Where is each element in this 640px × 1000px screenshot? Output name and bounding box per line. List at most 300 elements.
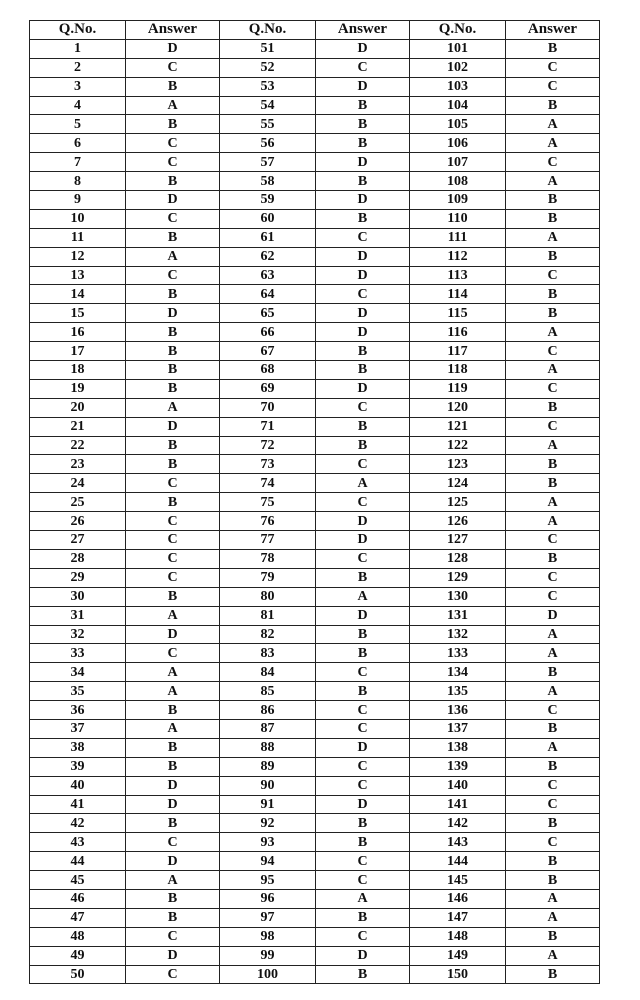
- answer-cell: D: [126, 852, 220, 871]
- answer-cell: B: [316, 361, 410, 380]
- answer-cell: B: [126, 814, 220, 833]
- question-number-cell: 147: [410, 908, 506, 927]
- answer-cell: A: [506, 644, 600, 663]
- answer-cell: C: [316, 58, 410, 77]
- question-number-cell: 52: [220, 58, 316, 77]
- question-number-cell: 68: [220, 361, 316, 380]
- question-number-cell: 39: [30, 757, 126, 776]
- answer-cell: D: [506, 606, 600, 625]
- answer-cell: B: [316, 908, 410, 927]
- answer-cell: D: [316, 606, 410, 625]
- question-number-cell: 119: [410, 379, 506, 398]
- answer-cell: A: [126, 682, 220, 701]
- table-row: [30, 266, 600, 285]
- answer-cell: C: [506, 701, 600, 720]
- question-number-cell: 50: [30, 965, 126, 984]
- answer-cell: C: [316, 852, 410, 871]
- question-number-cell: 72: [220, 436, 316, 455]
- answer-cell: A: [506, 436, 600, 455]
- answer-cell: A: [506, 134, 600, 153]
- answer-cell: B: [506, 39, 600, 58]
- question-number-cell: 133: [410, 644, 506, 663]
- table-row: [30, 417, 600, 436]
- table-row: [30, 209, 600, 228]
- question-number-cell: 62: [220, 247, 316, 266]
- answer-cell: A: [506, 908, 600, 927]
- question-number-cell: 110: [410, 209, 506, 228]
- answer-cell: A: [126, 871, 220, 890]
- answer-cell: B: [126, 455, 220, 474]
- question-number-cell: 11: [30, 228, 126, 247]
- table-row: [30, 153, 600, 172]
- question-number-cell: 75: [220, 493, 316, 512]
- table-row: [30, 757, 600, 776]
- table-row: [30, 172, 600, 191]
- question-number-cell: 20: [30, 398, 126, 417]
- question-number-cell: 55: [220, 115, 316, 134]
- table-row: [30, 795, 600, 814]
- question-number-cell: 35: [30, 682, 126, 701]
- column-header-answer: Answer: [126, 21, 220, 40]
- table-row: [30, 77, 600, 96]
- answer-cell: C: [506, 379, 600, 398]
- question-number-cell: 150: [410, 965, 506, 984]
- question-number-cell: 109: [410, 191, 506, 210]
- table-row: [30, 568, 600, 587]
- answer-cell: B: [506, 719, 600, 738]
- table-row: [30, 738, 600, 757]
- answer-cell: C: [126, 965, 220, 984]
- question-number-cell: 123: [410, 455, 506, 474]
- question-number-cell: 48: [30, 927, 126, 946]
- question-number-cell: 104: [410, 96, 506, 115]
- table-row: [30, 663, 600, 682]
- question-number-cell: 90: [220, 776, 316, 795]
- answer-cell: D: [316, 512, 410, 531]
- answer-cell: A: [316, 587, 410, 606]
- answer-cell: C: [316, 398, 410, 417]
- question-number-cell: 87: [220, 719, 316, 738]
- question-number-cell: 102: [410, 58, 506, 77]
- question-number-cell: 126: [410, 512, 506, 531]
- answer-cell: C: [506, 77, 600, 96]
- answer-cell: B: [126, 228, 220, 247]
- question-number-cell: 42: [30, 814, 126, 833]
- question-number-cell: 61: [220, 228, 316, 247]
- question-number-cell: 86: [220, 701, 316, 720]
- table-row: [30, 134, 600, 153]
- table-row: [30, 719, 600, 738]
- answer-cell: C: [506, 833, 600, 852]
- answer-cell: C: [316, 776, 410, 795]
- answer-cell: C: [506, 266, 600, 285]
- answer-cell: B: [126, 323, 220, 342]
- question-number-cell: 7: [30, 153, 126, 172]
- question-number-cell: 92: [220, 814, 316, 833]
- question-number-cell: 41: [30, 795, 126, 814]
- answer-cell: C: [316, 719, 410, 738]
- question-number-cell: 91: [220, 795, 316, 814]
- answer-cell: B: [506, 965, 600, 984]
- table-row: [30, 247, 600, 266]
- question-number-cell: 53: [220, 77, 316, 96]
- question-number-cell: 95: [220, 871, 316, 890]
- answer-cell: C: [506, 417, 600, 436]
- column-header-qno: Q.No.: [220, 21, 316, 40]
- question-number-cell: 38: [30, 738, 126, 757]
- table-row: [30, 323, 600, 342]
- question-number-cell: 67: [220, 342, 316, 361]
- question-number-cell: 125: [410, 493, 506, 512]
- column-header-answer: Answer: [506, 21, 600, 40]
- question-number-cell: 43: [30, 833, 126, 852]
- question-number-cell: 18: [30, 361, 126, 380]
- answer-cell: D: [126, 795, 220, 814]
- table-row: [30, 436, 600, 455]
- table-row: [30, 889, 600, 908]
- table-row: [30, 379, 600, 398]
- answer-cell: B: [126, 757, 220, 776]
- answer-cell: B: [506, 549, 600, 568]
- question-number-cell: 129: [410, 568, 506, 587]
- question-number-cell: 140: [410, 776, 506, 795]
- question-number-cell: 65: [220, 304, 316, 323]
- question-number-cell: 16: [30, 323, 126, 342]
- answer-cell: B: [316, 172, 410, 191]
- answer-cell: A: [316, 474, 410, 493]
- question-number-cell: 66: [220, 323, 316, 342]
- question-number-cell: 69: [220, 379, 316, 398]
- question-number-cell: 63: [220, 266, 316, 285]
- question-number-cell: 108: [410, 172, 506, 191]
- answer-cell: D: [126, 191, 220, 210]
- question-number-cell: 93: [220, 833, 316, 852]
- answer-cell: D: [316, 379, 410, 398]
- table-row: [30, 493, 600, 512]
- answer-rows: [30, 39, 600, 984]
- answer-cell: B: [316, 625, 410, 644]
- question-number-cell: 33: [30, 644, 126, 663]
- answer-cell: D: [316, 77, 410, 96]
- question-number-cell: 97: [220, 908, 316, 927]
- answer-cell: D: [316, 191, 410, 210]
- question-number-cell: 70: [220, 398, 316, 417]
- table-row: [30, 474, 600, 493]
- answer-cell: B: [126, 342, 220, 361]
- answer-cell: A: [506, 172, 600, 191]
- question-number-cell: 17: [30, 342, 126, 361]
- answer-cell: B: [506, 927, 600, 946]
- question-number-cell: 114: [410, 285, 506, 304]
- table-row: [30, 96, 600, 115]
- question-number-cell: 134: [410, 663, 506, 682]
- answer-cell: B: [506, 285, 600, 304]
- question-number-cell: 98: [220, 927, 316, 946]
- question-number-cell: 130: [410, 587, 506, 606]
- question-number-cell: 120: [410, 398, 506, 417]
- question-number-cell: 22: [30, 436, 126, 455]
- answer-cell: A: [506, 493, 600, 512]
- answer-cell: C: [316, 285, 410, 304]
- answer-cell: C: [506, 531, 600, 550]
- answer-cell: A: [506, 625, 600, 644]
- question-number-cell: 60: [220, 209, 316, 228]
- question-number-cell: 116: [410, 323, 506, 342]
- answer-cell: C: [506, 795, 600, 814]
- answer-cell: D: [316, 323, 410, 342]
- answer-cell: C: [506, 153, 600, 172]
- answer-cell: D: [316, 247, 410, 266]
- table-row: [30, 965, 600, 984]
- answer-cell: C: [506, 587, 600, 606]
- answer-cell: C: [506, 58, 600, 77]
- answer-cell: C: [316, 871, 410, 890]
- question-number-cell: 15: [30, 304, 126, 323]
- question-number-cell: 121: [410, 417, 506, 436]
- table-row: [30, 512, 600, 531]
- question-number-cell: 106: [410, 134, 506, 153]
- answer-cell: B: [506, 398, 600, 417]
- table-row: [30, 58, 600, 77]
- question-number-cell: 74: [220, 474, 316, 493]
- answer-cell: A: [506, 682, 600, 701]
- question-number-cell: 127: [410, 531, 506, 550]
- answer-cell: A: [126, 719, 220, 738]
- answer-cell: A: [506, 946, 600, 965]
- table-row: [30, 946, 600, 965]
- answer-cell: B: [126, 361, 220, 380]
- answer-cell: A: [506, 115, 600, 134]
- answer-cell: C: [506, 568, 600, 587]
- question-number-cell: 122: [410, 436, 506, 455]
- question-number-cell: 101: [410, 39, 506, 58]
- answer-cell: B: [316, 342, 410, 361]
- question-number-cell: 136: [410, 701, 506, 720]
- answer-cell: C: [506, 342, 600, 361]
- question-number-cell: 57: [220, 153, 316, 172]
- answer-cell: C: [506, 776, 600, 795]
- answer-cell: A: [506, 738, 600, 757]
- answer-cell: B: [316, 209, 410, 228]
- answer-cell: B: [316, 965, 410, 984]
- question-number-cell: 118: [410, 361, 506, 380]
- question-number-cell: 100: [220, 965, 316, 984]
- answer-cell: A: [506, 323, 600, 342]
- answer-cell: B: [126, 889, 220, 908]
- table-row: [30, 606, 600, 625]
- answer-cell: B: [506, 871, 600, 890]
- answer-cell: C: [126, 474, 220, 493]
- question-number-cell: 139: [410, 757, 506, 776]
- question-number-cell: 132: [410, 625, 506, 644]
- answer-cell: C: [126, 549, 220, 568]
- question-number-cell: 105: [410, 115, 506, 134]
- question-number-cell: 84: [220, 663, 316, 682]
- question-number-cell: 30: [30, 587, 126, 606]
- answer-cell: B: [506, 96, 600, 115]
- table-row: [30, 927, 600, 946]
- question-number-cell: 83: [220, 644, 316, 663]
- answer-cell: D: [316, 795, 410, 814]
- question-number-cell: 78: [220, 549, 316, 568]
- table-row: [30, 833, 600, 852]
- answer-cell: B: [126, 115, 220, 134]
- question-number-cell: 94: [220, 852, 316, 871]
- table-row: [30, 701, 600, 720]
- question-number-cell: 71: [220, 417, 316, 436]
- question-number-cell: 135: [410, 682, 506, 701]
- question-number-cell: 128: [410, 549, 506, 568]
- table-row: [30, 625, 600, 644]
- answer-cell: B: [506, 209, 600, 228]
- question-number-cell: 14: [30, 285, 126, 304]
- question-number-cell: 56: [220, 134, 316, 153]
- question-number-cell: 54: [220, 96, 316, 115]
- answer-cell: D: [316, 946, 410, 965]
- answer-cell: A: [506, 361, 600, 380]
- question-number-cell: 5: [30, 115, 126, 134]
- question-number-cell: 80: [220, 587, 316, 606]
- table-row: [30, 776, 600, 795]
- table-row: [30, 549, 600, 568]
- question-number-cell: 3: [30, 77, 126, 96]
- answer-cell: C: [126, 512, 220, 531]
- answer-cell: A: [126, 398, 220, 417]
- table-row: [30, 342, 600, 361]
- answer-cell: A: [316, 889, 410, 908]
- answer-cell: D: [126, 776, 220, 795]
- question-number-cell: 107: [410, 153, 506, 172]
- answer-cell: A: [126, 247, 220, 266]
- question-number-cell: 25: [30, 493, 126, 512]
- table-row: [30, 455, 600, 474]
- answer-cell: D: [126, 39, 220, 58]
- answer-cell: B: [126, 379, 220, 398]
- question-number-cell: 85: [220, 682, 316, 701]
- answer-cell: B: [126, 493, 220, 512]
- question-number-cell: 46: [30, 889, 126, 908]
- question-number-cell: 12: [30, 247, 126, 266]
- answer-cell: D: [316, 153, 410, 172]
- answer-cell: C: [126, 209, 220, 228]
- answer-cell: B: [126, 701, 220, 720]
- answer-cell: C: [316, 663, 410, 682]
- table-row: [30, 361, 600, 380]
- question-number-cell: 144: [410, 852, 506, 871]
- question-number-cell: 115: [410, 304, 506, 323]
- question-number-cell: 79: [220, 568, 316, 587]
- question-number-cell: 149: [410, 946, 506, 965]
- question-number-cell: 31: [30, 606, 126, 625]
- answer-cell: A: [506, 228, 600, 247]
- answer-cell: A: [126, 663, 220, 682]
- answer-cell: C: [126, 568, 220, 587]
- table-row: [30, 852, 600, 871]
- question-number-cell: 89: [220, 757, 316, 776]
- question-number-cell: 29: [30, 568, 126, 587]
- question-number-cell: 143: [410, 833, 506, 852]
- table-row: [30, 587, 600, 606]
- question-number-cell: 146: [410, 889, 506, 908]
- answer-cell: B: [316, 833, 410, 852]
- answer-cell: A: [506, 512, 600, 531]
- question-number-cell: 117: [410, 342, 506, 361]
- answer-cell: B: [506, 814, 600, 833]
- answer-cell: C: [316, 927, 410, 946]
- question-number-cell: 99: [220, 946, 316, 965]
- table-row: [30, 682, 600, 701]
- question-number-cell: 131: [410, 606, 506, 625]
- answer-cell: A: [126, 606, 220, 625]
- column-header-qno: Q.No.: [30, 21, 126, 40]
- column-header-qno: Q.No.: [410, 21, 506, 40]
- question-number-cell: 6: [30, 134, 126, 153]
- answer-cell: B: [126, 908, 220, 927]
- question-number-cell: 64: [220, 285, 316, 304]
- table-row: [30, 908, 600, 927]
- question-number-cell: 138: [410, 738, 506, 757]
- question-number-cell: 2: [30, 58, 126, 77]
- answer-cell: B: [506, 191, 600, 210]
- question-number-cell: 76: [220, 512, 316, 531]
- answer-cell: B: [506, 663, 600, 682]
- answer-cell: D: [316, 266, 410, 285]
- question-number-cell: 73: [220, 455, 316, 474]
- table-row: [30, 191, 600, 210]
- answer-cell: A: [506, 889, 600, 908]
- answer-cell: D: [316, 39, 410, 58]
- column-header-answer: Answer: [316, 21, 410, 40]
- question-number-cell: 44: [30, 852, 126, 871]
- answer-cell: B: [126, 436, 220, 455]
- table-row: [30, 871, 600, 890]
- question-number-cell: 112: [410, 247, 506, 266]
- question-number-cell: 142: [410, 814, 506, 833]
- answer-cell: B: [316, 682, 410, 701]
- question-number-cell: 40: [30, 776, 126, 795]
- answer-cell: D: [126, 304, 220, 323]
- table-row: [30, 285, 600, 304]
- question-number-cell: 28: [30, 549, 126, 568]
- question-number-cell: 36: [30, 701, 126, 720]
- answer-cell: A: [126, 96, 220, 115]
- answer-cell: C: [316, 228, 410, 247]
- question-number-cell: 81: [220, 606, 316, 625]
- answer-cell: C: [126, 531, 220, 550]
- answer-cell: C: [126, 927, 220, 946]
- answer-cell: B: [316, 644, 410, 663]
- question-number-cell: 34: [30, 663, 126, 682]
- answer-cell: B: [316, 115, 410, 134]
- answer-cell: B: [316, 96, 410, 115]
- question-number-cell: 32: [30, 625, 126, 644]
- question-number-cell: 124: [410, 474, 506, 493]
- answer-cell: D: [316, 738, 410, 757]
- answer-cell: B: [126, 738, 220, 757]
- answer-cell: D: [316, 304, 410, 323]
- question-number-cell: 145: [410, 871, 506, 890]
- answer-cell: B: [506, 247, 600, 266]
- answer-cell: B: [126, 172, 220, 191]
- answer-cell: C: [316, 701, 410, 720]
- question-number-cell: 4: [30, 96, 126, 115]
- answer-cell: C: [316, 757, 410, 776]
- table-row: [30, 644, 600, 663]
- question-number-cell: 59: [220, 191, 316, 210]
- answer-cell: D: [316, 531, 410, 550]
- question-number-cell: 88: [220, 738, 316, 757]
- answer-cell: C: [126, 153, 220, 172]
